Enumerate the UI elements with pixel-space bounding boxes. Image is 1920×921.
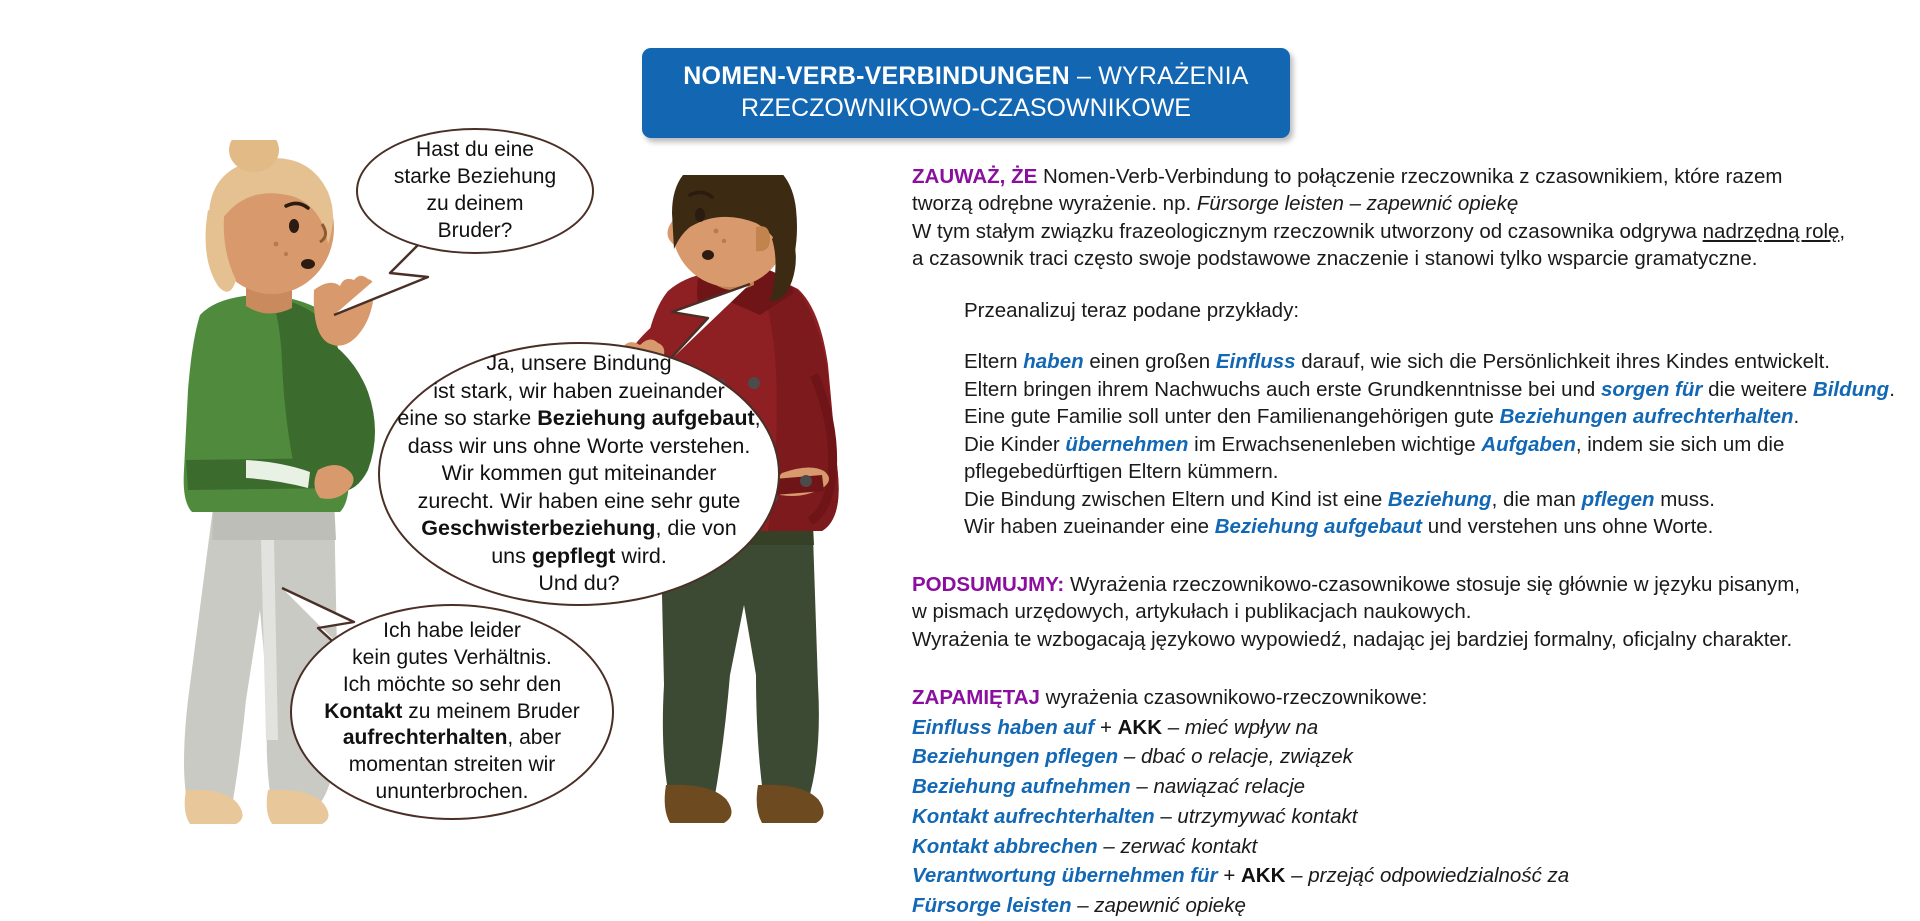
intro-example-italic: Fürsorge leisten – zapewnić opiekę <box>1196 192 1519 216</box>
banner-line-2: RZECZOWNIKOWO-CZASOWNIKOWE <box>741 94 1191 122</box>
zapamietaj-line <box>912 683 1902 713</box>
intro-line-3-a: W tym stałym związku frazeologicznym rzeczownik utworzony od czasownika odgrywa <box>912 219 1703 243</box>
german-phrase: Beziehung aufgebaut <box>1214 515 1423 539</box>
vocab-case-marker: + <box>1217 864 1241 888</box>
german-phrase: pflegen <box>1581 487 1655 511</box>
title-banner <box>642 48 1290 138</box>
example-line <box>964 348 1902 375</box>
bubble3-text: ununterbrochen. <box>375 780 529 804</box>
vocab-polish: – nawiązać relacje <box>1130 775 1306 799</box>
vocab-german: Beziehungen pflegen <box>912 745 1119 769</box>
vocab-polish: – mieć wpływ na <box>1162 715 1319 739</box>
bubble2-text: , <box>754 406 761 431</box>
examples-heading: Przeanalizuj teraz podane przykłady: <box>964 298 1300 322</box>
example-line <box>964 376 1902 403</box>
intro-line-3 <box>912 218 1902 245</box>
vocab-polish: – utrzymywać kontakt <box>1154 804 1358 828</box>
bubble3-bold: aufrechterhalten <box>342 726 508 750</box>
bubble1-line: Hast du eine <box>416 138 534 162</box>
bubble1-text <box>378 137 572 245</box>
example-text: die weitere <box>1702 377 1813 401</box>
example-text: Eine gute Familie soll unter den Familienangehörigen gute <box>964 405 1500 429</box>
vocab-akk-label: AKK <box>1241 864 1286 888</box>
vocabulary-item <box>912 832 1902 862</box>
vocab-german: Verantwortung übernehmen für <box>912 864 1218 888</box>
vocab-polish: – zerwać kontakt <box>1097 834 1258 858</box>
example-text: Die Kinder <box>964 432 1066 456</box>
example-text: , indem sie sich um die <box>1575 432 1785 456</box>
intro-line-1 <box>912 163 1902 190</box>
example-text: muss. <box>1654 487 1715 511</box>
bubble2-text: wird. <box>615 543 667 568</box>
vocab-german: Kontakt abbrechen <box>912 834 1098 858</box>
vocab-case-marker: + <box>1094 715 1118 739</box>
bubble1-line: Bruder? <box>437 218 513 242</box>
example-text: im Erwachsenenleben wichtige <box>1188 432 1482 456</box>
vocabulary-item <box>912 861 1902 891</box>
vocab-polish: – przejąć odpowiedzialność za <box>1285 864 1570 888</box>
vocabulary-item <box>912 772 1902 802</box>
german-phrase: Beziehungen aufrechterhalten <box>1499 405 1794 429</box>
summary-line-2: w pismach urzędowych, artykułach i publikacjach naukowych. <box>912 600 1472 624</box>
banner-line-1 <box>660 60 1272 92</box>
remember-block <box>912 683 1902 921</box>
bubble2-text: Ja, unsere Bindung <box>486 351 672 376</box>
vocabulary-item <box>912 713 1902 743</box>
intro-underlined-phrase: nadrzędną rolę <box>1702 219 1840 243</box>
vocab-german: Beziehung aufnehmen <box>912 775 1131 799</box>
banner-title-rest: – WYRAŻENIA <box>1069 62 1249 90</box>
summary-line-1 <box>912 571 1902 598</box>
intro-paragraph <box>912 163 1902 273</box>
intro-line-4: a czasownik traci często swoje podstawowe znaczenie i stanowi tylko wsparcie gramatyczne. <box>912 247 1758 271</box>
example-line <box>964 403 1902 430</box>
bubble2-text: Und du? <box>538 571 620 596</box>
bubble1-line: starke Beziehung <box>393 165 557 189</box>
zapamietaj-label-rest: wyrażenia czasownikowo-rzeczownikowe: <box>1039 686 1428 710</box>
bubble3-text: Ich habe leider <box>383 618 521 642</box>
vocabulary-list <box>912 713 1902 921</box>
vocab-german: Kontakt aufrechterhalten <box>912 804 1155 828</box>
summary-line-1-rest: Wyrażenia rzeczownikowo-czasownikowe stosuje się głównie w języku pisanym, <box>1064 572 1801 596</box>
vocabulary-item <box>912 891 1902 921</box>
german-phrase: haben <box>1023 350 1084 374</box>
vocab-german: Fürsorge leisten <box>912 894 1072 918</box>
intro-line-3-b: , <box>1839 219 1846 243</box>
example-text: Eltern bringen ihrem Nachwuchs auch erste Grundkenntnisse bei und <box>964 377 1601 401</box>
bubble3-text: , aber <box>507 726 562 750</box>
example-text: einen großen <box>1083 350 1216 374</box>
summary-paragraph <box>912 571 1902 653</box>
title-banner-wrapper <box>642 48 1290 138</box>
intro-line-2 <box>912 190 1902 217</box>
german-phrase: sorgen für <box>1601 377 1703 401</box>
bubble3-text: momentan streiten wir <box>348 753 556 777</box>
vocab-german: Einfluss haben auf <box>912 715 1095 739</box>
bubble3-bold: Kontakt <box>324 699 403 723</box>
example-text: Wir haben zueinander eine <box>964 515 1215 539</box>
bubble2-text: uns <box>491 543 532 568</box>
vocabulary-item <box>912 802 1902 832</box>
example-line <box>964 486 1902 513</box>
speech-bubble-woman-question <box>356 128 594 254</box>
german-phrase: Bildung <box>1812 377 1890 401</box>
podsumujmy-label: PODSUMUJMY: <box>912 572 1065 596</box>
german-phrase: Aufgaben <box>1481 432 1576 456</box>
example-text: Die Bindung zwischen Eltern und Kind ist eine <box>964 487 1388 511</box>
intro-line-1-rest: Nomen-Verb-Verbindung to połączenie rzeczownika z czasownikiem, które razem <box>1037 165 1783 188</box>
example-text: darauf, wie sich die Persönlichkeit ihres Kindes entwickelt. <box>1295 350 1830 374</box>
bubble1-line: zu deinem <box>426 192 524 215</box>
vocabulary-item <box>912 742 1902 772</box>
bubble2-bold: Beziehung aufgebaut <box>537 406 755 431</box>
vocab-polish: – dbać o relacje, związek <box>1118 745 1353 769</box>
example-line <box>964 431 1902 458</box>
vocab-akk-label: AKK <box>1117 715 1163 739</box>
speech-bubble-woman-answer <box>290 604 614 820</box>
bubble2-text: Wir kommen gut miteinander <box>441 461 717 486</box>
bubble2-text: ist stark, wir haben zueinander <box>433 378 725 403</box>
example-text: und verstehen uns ohne Worte. <box>1422 515 1714 539</box>
bubble2-text <box>381 350 776 598</box>
example-text: . <box>1889 377 1895 401</box>
german-phrase: übernehmen <box>1065 432 1189 456</box>
example-line <box>964 458 1902 485</box>
vocab-polish: – zapewnić opiekę <box>1071 894 1246 918</box>
example-text: Eltern <box>964 350 1024 374</box>
content-column <box>912 163 1902 921</box>
zapamietaj-label: ZAPAMIĘTAJ <box>912 686 1040 710</box>
summary-line-3: Wyrażenia te wzbogacają językowo wypowiedź, nadając jej bardziej formalny, oficjalny charakter. <box>912 627 1793 651</box>
bubble2-bold: Geschwisterbeziehung <box>421 516 656 541</box>
bubble2-text: zurecht. Wir haben eine sehr gute <box>417 488 741 513</box>
bubble2-text: dass wir uns ohne Worte verstehen. <box>407 433 751 458</box>
example-line <box>964 513 1902 540</box>
bubble3-text: kein gutes Verhältnis. <box>352 645 552 669</box>
german-phrase: Beziehung <box>1387 487 1492 511</box>
bubble3-text: Ich möchte so sehr den <box>342 672 562 696</box>
german-phrase: Einfluss <box>1215 350 1296 374</box>
speech-bubble-man-answer <box>378 342 780 606</box>
example-text: pflegebedürftigen Eltern kümmern. <box>964 460 1279 484</box>
intro-line-2-a: tworzą odrębne wyrażenie. np. <box>912 192 1197 216</box>
bubble2-text: eine so starke <box>397 406 538 431</box>
example-text: , die man <box>1491 487 1582 511</box>
banner-title-bold: NOMEN-VERB-VERBINDUNGEN <box>683 62 1070 90</box>
examples-list <box>964 348 1902 540</box>
example-text: . <box>1793 405 1800 429</box>
bubble2-text: , die von <box>655 516 737 541</box>
bubble3-text: zu meinem Bruder <box>402 699 580 723</box>
bubble3-text <box>308 618 596 806</box>
bubble2-bold: gepflegt <box>531 543 616 568</box>
zauwaz-label: ZAUWAŻ, ŻE <box>912 165 1038 188</box>
